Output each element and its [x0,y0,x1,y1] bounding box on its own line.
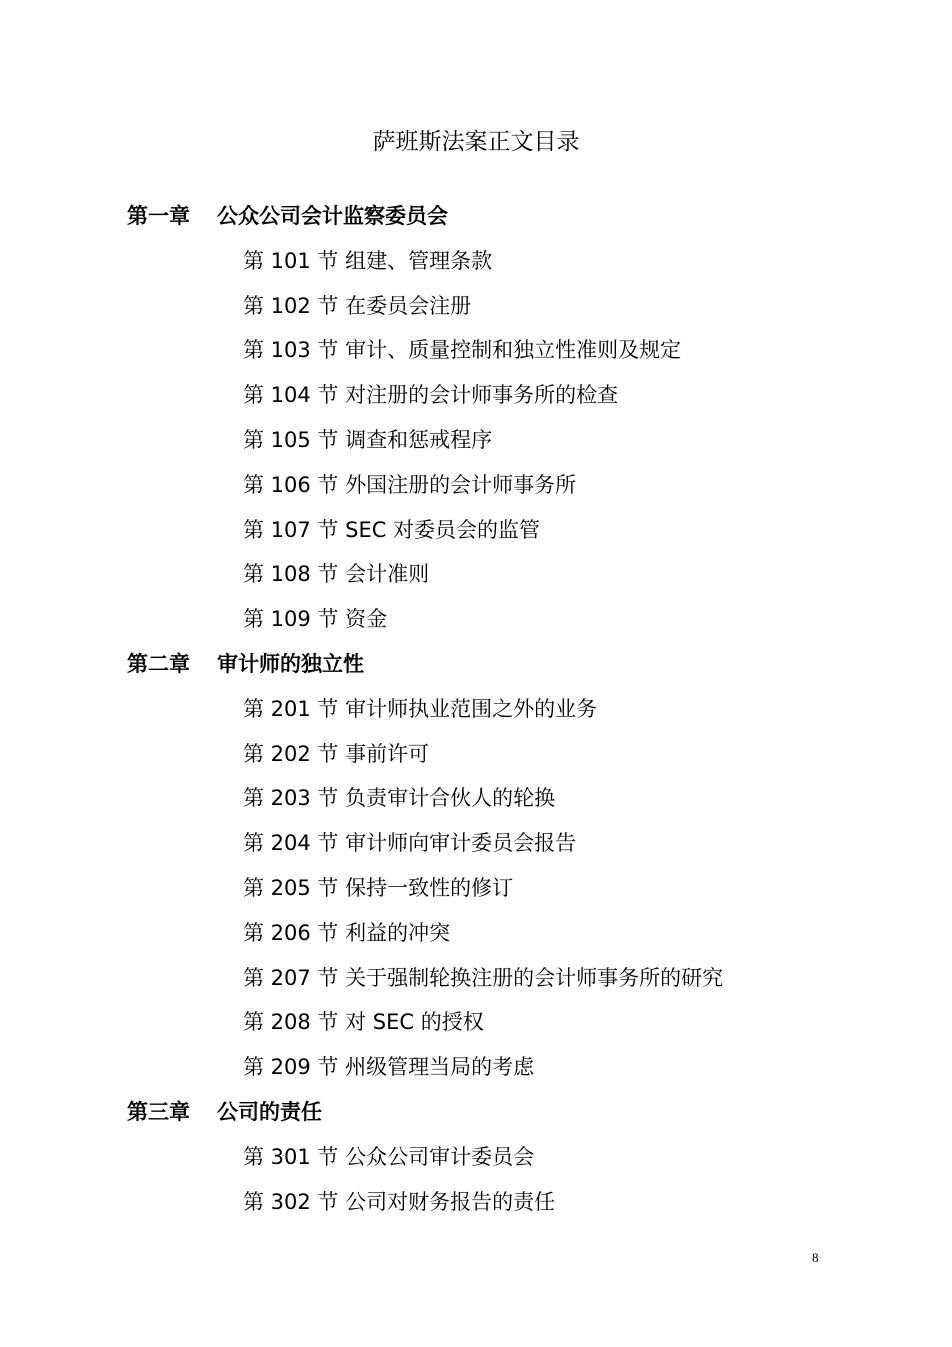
toc-section-105: 第 105 节 调查和惩戒程序 [243,427,493,452]
page-number: 8 [812,1250,819,1265]
toc-section-208: 第 208 节 对 SEC 的授权 [243,1010,484,1035]
toc-section-209: 第 209 节 州级管理当局的考虑 [243,1055,535,1080]
toc-section-204: 第 204 节 审计师向审计委员会报告 [243,831,577,856]
toc-section-205: 第 205 节 保持一致性的修订 [243,875,514,900]
toc-section-106: 第 106 节 外国注册的会计师事务所 [243,472,577,497]
toc-section-301: 第 301 节 公众公司审计委员会 [243,1144,535,1169]
page-title: 萨班斯法案正文目录 [372,129,580,155]
toc-section-202: 第 202 节 事前许可 [243,741,430,766]
toc-section-302: 第 302 节 公司对财务报告的责任 [243,1189,556,1214]
toc-section-206: 第 206 节 利益的冲突 [243,920,451,945]
toc-section-207: 第 207 节 关于强制轮换注册的会计师事务所的研究 [243,965,724,990]
toc-section-107: 第 107 节 SEC 对委员会的监管 [243,517,541,542]
chapter-title: 公司的责任 [217,1099,322,1124]
toc-section-108: 第 108 节 会计准则 [243,562,430,587]
chapter-number: 第三章 [127,1099,190,1124]
chapter-heading-1 [0,194,952,239]
chapter-title: 审计师的独立性 [217,651,364,676]
toc-section-201: 第 201 节 审计师执业范围之外的业务 [243,696,598,721]
table-of-contents [0,194,952,1224]
toc-section-102: 第 102 节 在委员会注册 [243,293,472,318]
toc-section-101: 第 101 节 组建、管理条款 [243,248,493,273]
toc-section-103: 第 103 节 审计、质量控制和独立性准则及规定 [243,338,682,363]
toc-section-109: 第 109 节 资金 [243,607,388,632]
chapter-heading-3 [0,1090,952,1135]
chapter-number: 第一章 [127,204,190,228]
toc-section-104: 第 104 节 对注册的会计师事务所的检查 [243,383,619,408]
chapter-title: 公众公司会计监察委员会 [217,204,448,228]
chapter-number: 第二章 [127,651,190,676]
toc-section-203: 第 203 节 负责审计合伙人的轮换 [243,786,556,811]
chapter-heading-2 [0,642,952,687]
